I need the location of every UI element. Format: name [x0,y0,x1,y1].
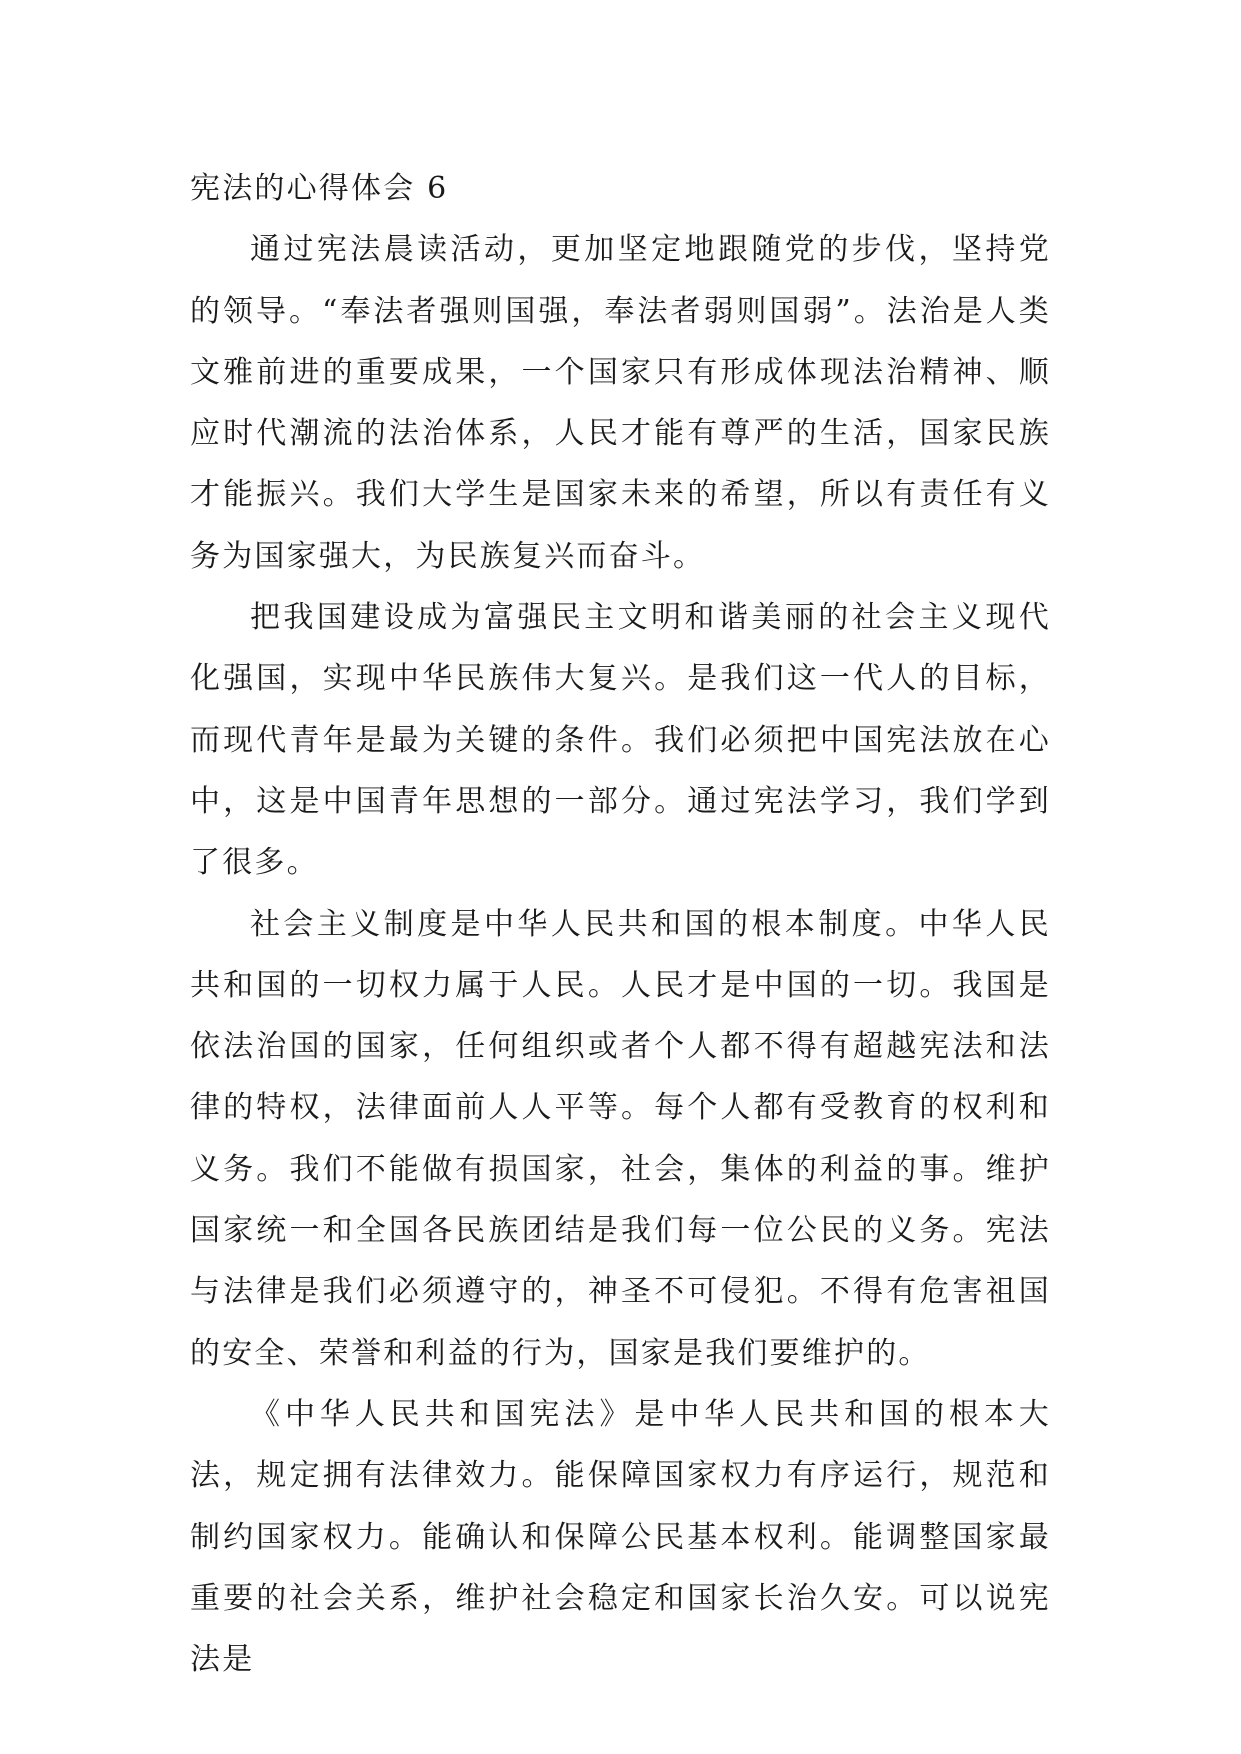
paragraph-4: 《中华人民共和国宪法》是中华人民共和国的根本大法，规定拥有法律效力。能保障国家权力有序运行，规范和制约国家权力。能确认和保障公民基本权利。能调整国家最重要的社会关系，维护社会稳定和国家长治久安。可以说宪法是 [190,1396,1051,1678]
document-title: 宪法的心得体会 6 [190,171,449,206]
paragraph-1: 通过宪法晨读活动，更加坚定地跟随党的步伐，坚持党的领导。“奉法者强则国强，奉法者弱则国弱”。法治是人类文雅前进的重要成果，一个国家只有形成体现法治精神、顺应时代潮流的法治体系，人民才能有尊严的生活，国家民族才能振兴。我们大学生是国家未来的希望，所以有责任有义务为国家强大，为民族复兴而奋斗。 [190,232,1051,574]
document-body [190,158,1051,1690]
paragraph-3: 社会主义制度是中华人民共和国的根本制度。中华人民共和国的一切权力属于人民。人民才是中国的一切。我国是依法治国的国家，任何组织或者个人都不得有超越宪法和法律的特权，法律面前人人平等。每个人都有受教育的权利和义务。我们不能做有损国家，社会，集体的利益的事。维护国家统一和全国各民族团结是我们每一位公民的义务。宪法与法律是我们必须遵守的，神圣不可侵犯。不得有危害祖国的安全、荣誉和利益的行为，国家是我们要维护的。 [190,906,1051,1371]
paragraph-2: 把我国建设成为富强民主文明和谐美丽的社会主义现代化强国，实现中华民族伟大复兴。是我们这一代人的目标，而现代青年是最为关键的条件。我们必须把中国宪法放在心中，这是中国青年思想的一部分。通过宪法学习，我们学到了很多。 [190,600,1051,881]
